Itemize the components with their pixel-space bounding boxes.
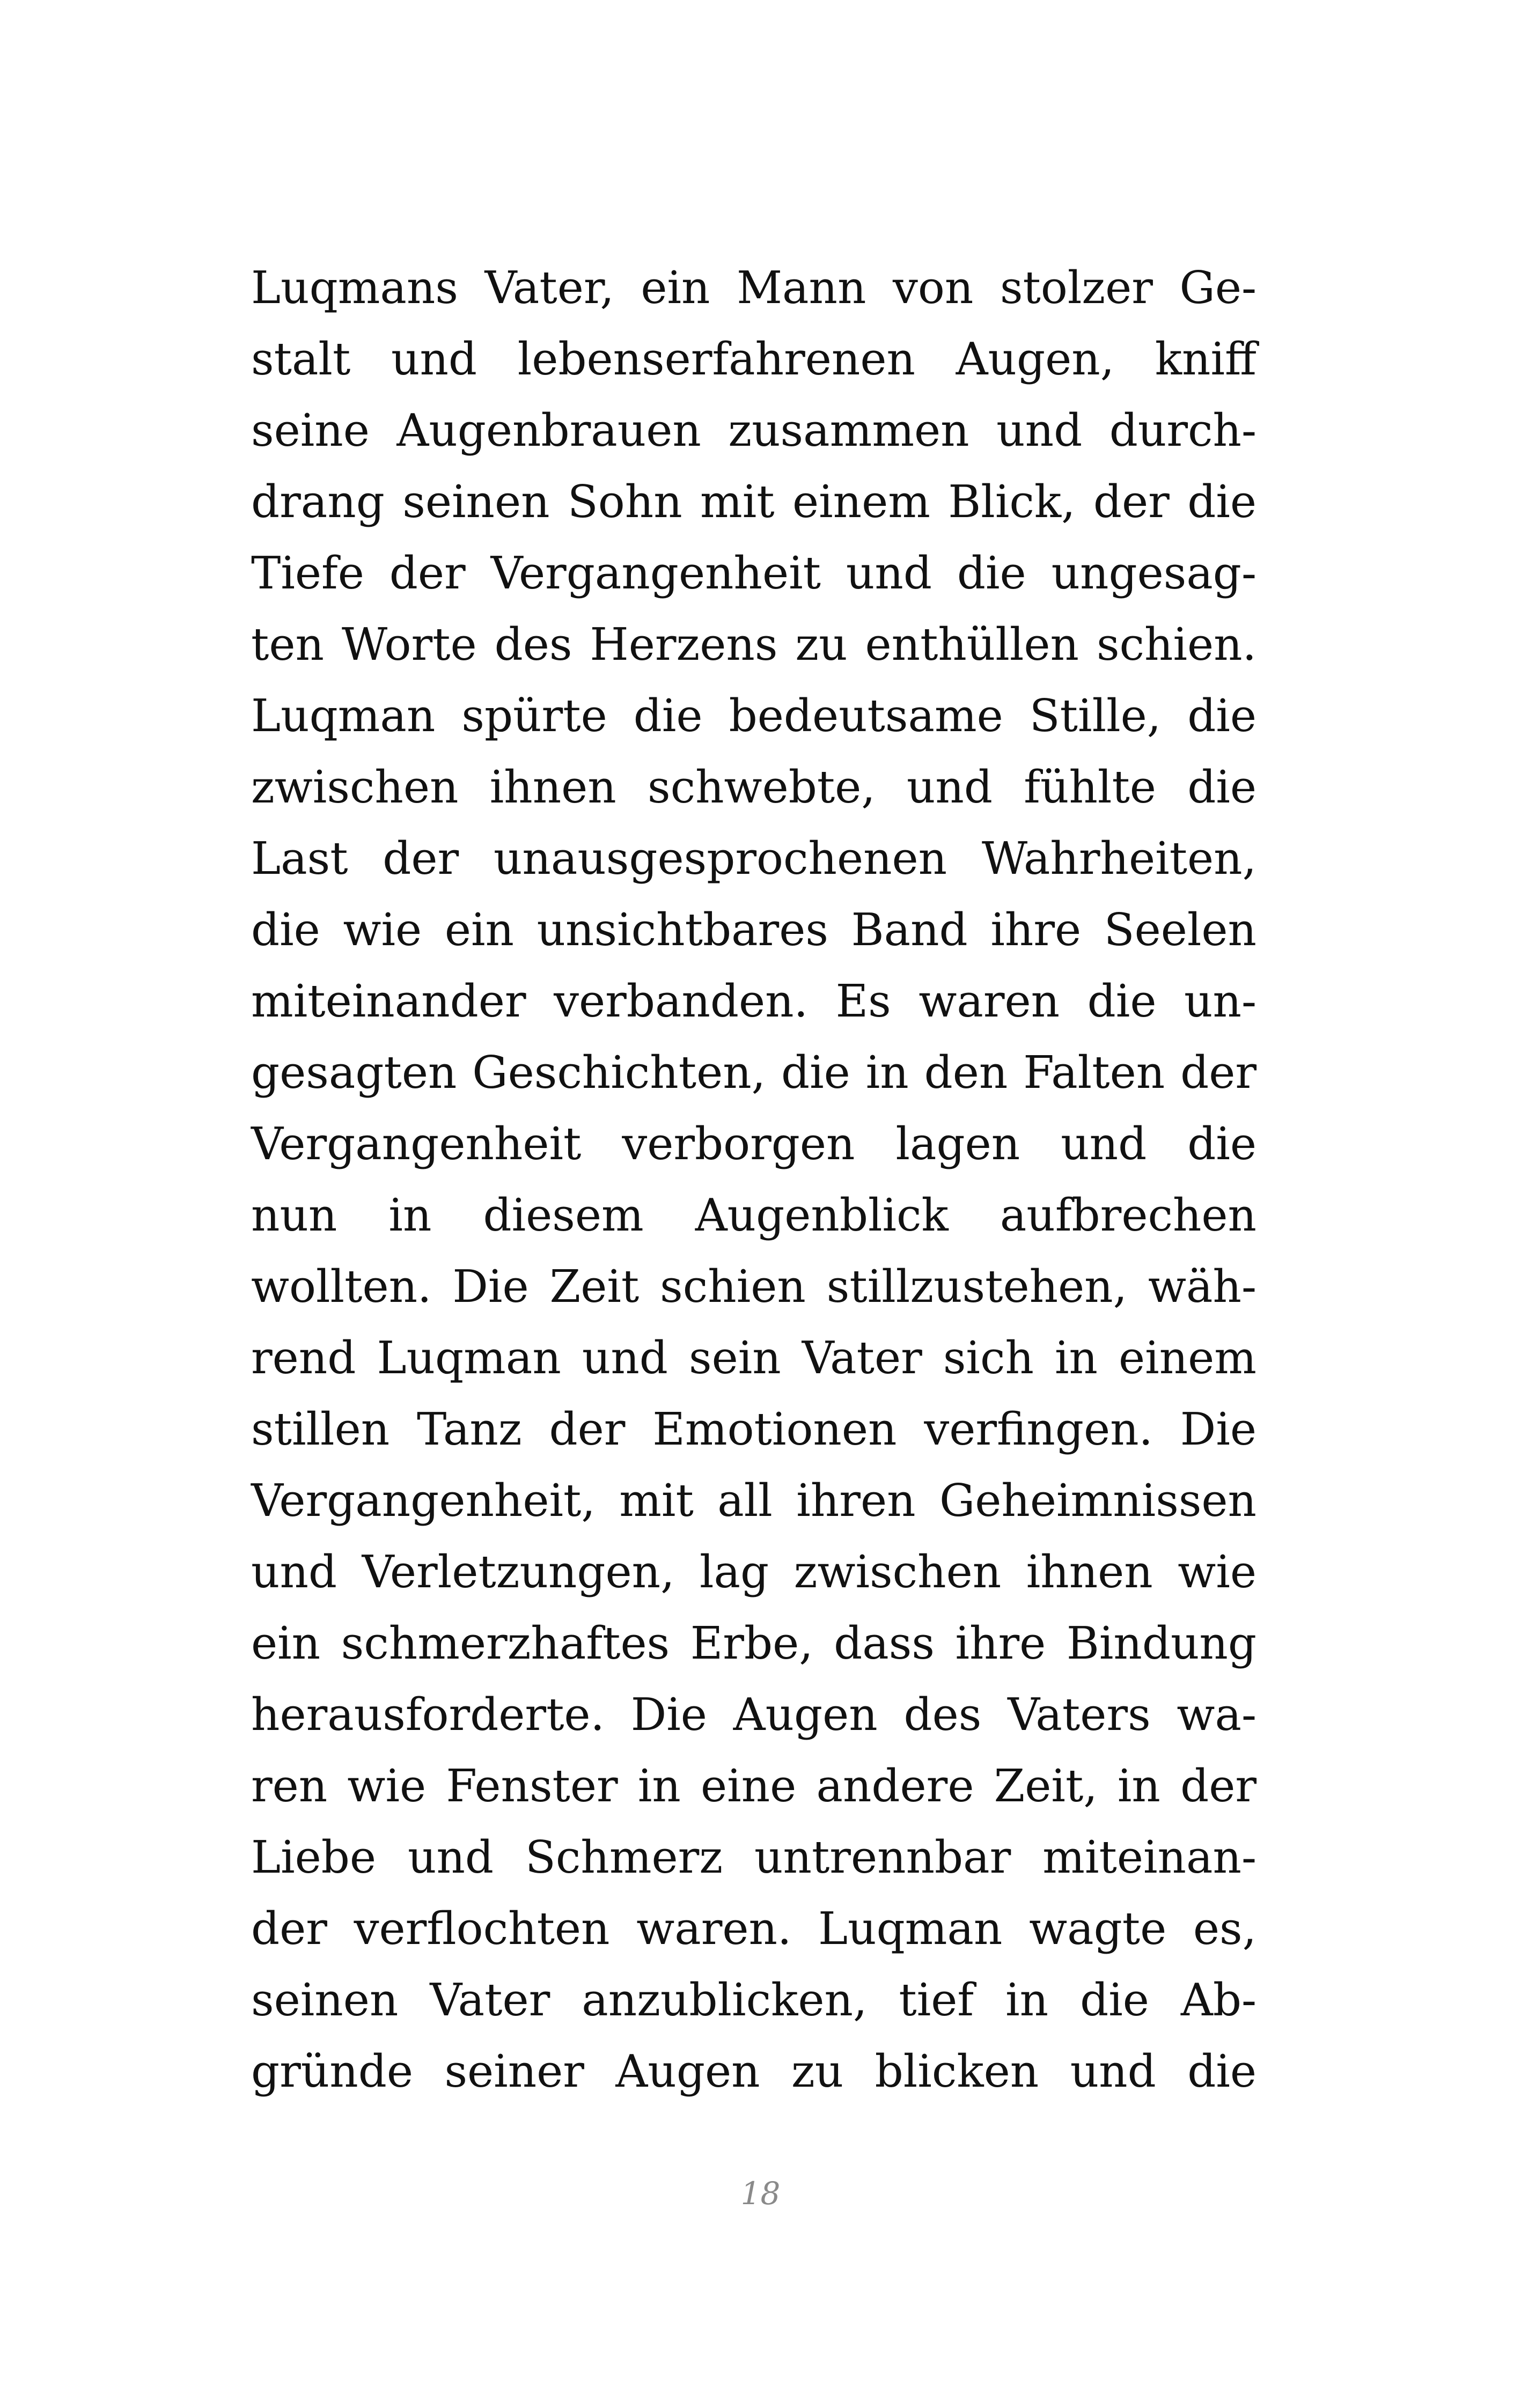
text-line: stillen Tanz der Emotionen verfingen. Die [251,1403,1257,1455]
text-line: gründe seiner Augen zu blicken und die [251,2045,1257,2097]
text-line: stalt und lebenserfahrenen Augen, kniff [251,333,1257,385]
text-line: Vergangenheit verborgen lagen und die [251,1118,1257,1170]
text-line: ten Worte des Herzens zu enthüllen schien. [251,618,1257,671]
text-line: Liebe und Schmerz untrennbar miteinan- [251,1831,1257,1883]
text-line: Last der unausgesprochenen Wahrheiten, [251,833,1257,885]
text-line: nun in diesem Augenblick aufbrechen [251,1189,1257,1241]
text-line: miteinander verbanden. Es waren die un- [251,975,1257,1027]
body-text [251,252,1257,2107]
text-line: rend Luqman und sein Vater sich in einem [251,1332,1257,1384]
text-line: seinen Vater anzublicken, tief in die Ab- [251,1974,1257,2026]
page-number: 18 [740,2175,781,2212]
text-line: der verflochten waren. Luqman wagte es, [251,1903,1257,1955]
text-line: die wie ein unsichtbares Band ihre Seelen [251,904,1257,956]
text-line: ren wie Fenster in eine andere Zeit, in der [251,1760,1257,1812]
text-line: Luqmans Vater, ein Mann von stolzer Ge- [251,262,1257,314]
text-line: drang seinen Sohn mit einem Blick, der die [251,476,1257,528]
text-line: und Verletzungen, lag zwischen ihnen wie [251,1546,1257,1598]
text-line: wollten. Die Zeit schien stillzustehen, wäh- [251,1261,1257,1313]
text-line: Vergangenheit, mit all ihren Geheimnissen [251,1475,1257,1527]
text-line: ein schmerzhaftes Erbe, dass ihre Bindung [251,1617,1257,1669]
text-line: zwischen ihnen schwebte, und fühlte die [251,761,1257,813]
text-line: gesagten Geschichten, die in den Falten der [251,1047,1257,1099]
text-line: seine Augenbrauen zusammen und durch- [251,404,1257,456]
text-line: Tiefe der Vergangenheit und die ungesag- [251,547,1257,599]
text-line: herausforderte. Die Augen des Vaters wa- [251,1689,1257,1741]
text-line: Luqman spürte die bedeutsame Stille, die [251,690,1257,742]
